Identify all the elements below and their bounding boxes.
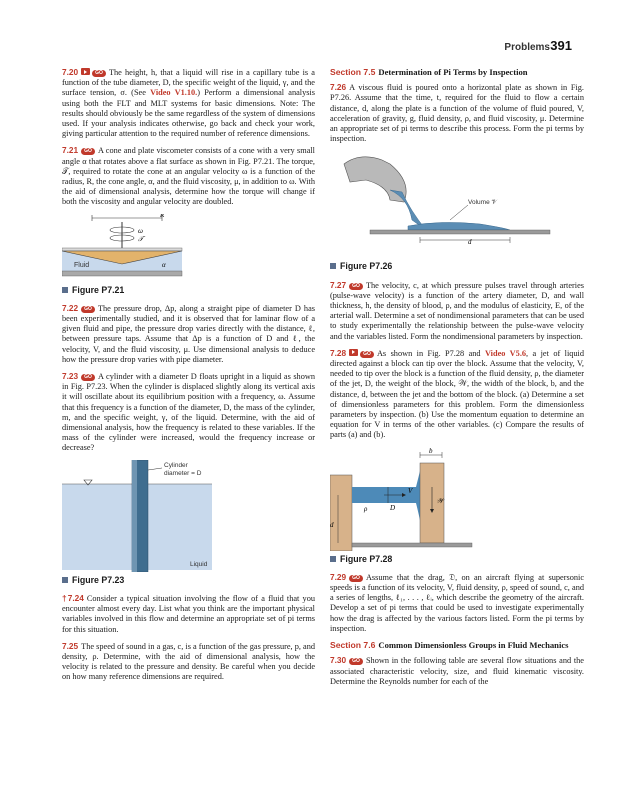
velocity-label: V (408, 486, 413, 495)
flat-plate (62, 271, 182, 276)
problem-7-24 (62, 593, 315, 635)
problem-text: As shown in Fig. P7.28 and (376, 348, 485, 358)
page-number: 391 (550, 38, 572, 53)
problem-text: The height, h, that a liquid will rise in a capillary tube is a function of the tube diameter, D, the specific weight of the liquid, γ, and the surface tension, σ. (See (62, 68, 315, 98)
problem-text-cont: , a jet of liquid directed against a block can tip over the block. Assume that the velocity, V, needed to tip over the block is a function of the fluid density, ρ, the diameter of the jet, D, the weight of the block, 𝒲, the width of the block, b, and the distance, d, between the jet and the bottom of the block. (a) Determine a set of dimensionless parameters for this problem. Form the dimensionless parameters by inspection. (b) Use the momentum equation to determine an equation for V in terms of the other variables. (c) Compare the results of parts (a) and (b). (330, 348, 584, 440)
distance-label: d (468, 238, 472, 247)
section-heading-7-5: Section 7.5 Determination of Pi Terms by Inspection (330, 67, 528, 77)
problem-number: 7.21 (62, 145, 79, 156)
problem-7-29 (330, 572, 584, 634)
cylinder-label: Cylinder (164, 461, 188, 469)
problem-number: 7.28 (330, 347, 347, 358)
problem-7-22 (62, 303, 315, 365)
figure-caption-p7-21: Figure P7.21 (62, 285, 315, 295)
go-badge-icon: GO (92, 70, 106, 77)
radius-label: R (160, 213, 165, 219)
problem-7-30 (330, 655, 584, 687)
fluid-spread (408, 223, 510, 231)
problem-7-23 (62, 371, 315, 454)
problem-7-25 (62, 641, 315, 683)
problem-text: A viscous fluid is poured onto a horizontal plate as shown in Fig. P7.26. Assume that the time, t, required for the fluid to flow a certain distance, d, along the plate is a function of the volume of fluid poured, V, acceleration of gravity, g, fluid density, ρ, and fluid viscosity, μ. Determine an appropriate set of pi terms to describe this process. Form the pi terms by inspection. (330, 83, 584, 144)
figure-p7-21 (62, 214, 315, 282)
weight-label: 𝒲 (436, 496, 444, 505)
problem-text: A cylinder with a diameter D floats upright in a liquid as shown in Fig. P7.23. When the cylinder is displaced slightly along its vertical axis it will oscillate about its equilibrium position with a frequency, ω. Assume that this frequency is a function of the diameter, D, the mass of the cylinder, m, and the specific weight, γ, of the liquid. Determine, with the aid of dimensional analysis, how the frequency is related to these variables. If the mass of the cylinder were increased, would the frequency increase or decrease? (62, 372, 315, 453)
go-badge-icon: GO (81, 374, 95, 381)
problem-text: The speed of sound in a gas, c, is a function of the gas pressure, p, and density, ρ. Determine, with the aid of dimensional analysis, how the velocity is related to the pressure and density. Be careful when you decide on how many reference dimensions are required. (62, 641, 315, 682)
video-link[interactable]: Video V5.6 (484, 348, 527, 358)
section-heading-7-6: Section 7.6 Common Dimensionless Groups in Fluid Mechanics (330, 640, 569, 651)
problem-7-27 (330, 280, 584, 342)
figure-caption-p7-28: Figure P7.28 (330, 554, 584, 564)
liquid-label: Liquid (190, 560, 208, 568)
alpha-label: α (162, 260, 166, 269)
go-badge-icon: GO (349, 658, 363, 665)
problem-number: 7.22 (62, 302, 79, 313)
density-label: ρ (364, 504, 368, 513)
problem-number: 7.27 (330, 279, 347, 290)
problem-text: Consider a typical situation involving the flow of a fluid that you encounter almost every day. List what you think are the important physical variables involved in this flow and determine an appropriate set of pi terms for this situation. (62, 593, 315, 634)
left-column (62, 67, 315, 689)
figure-caption-p7-23: Figure P7.23 (62, 575, 315, 585)
right-column (330, 67, 584, 693)
problem-text: The pressure drop, Δp, along a straight pipe of diameter D has been experimentally studied, and it is observed that for laminar flow of a given fluid and pipe, the pressure drop varies directly with the distance, ℓ, between pressure taps. Assume that Δp is a function of D and ℓ, the velocity, V, and the fluid viscosity, μ. Use dimensional analysis to deduce how the pressure drop varies with pipe diameter. (62, 303, 315, 364)
figure-p7-23 (62, 460, 315, 572)
running-head: Problems (504, 42, 550, 53)
jet-diameter-label: D (390, 503, 396, 512)
problem-number: 7.29 (330, 571, 347, 582)
go-badge-icon: GO (349, 283, 363, 290)
figure-p7-28 (330, 447, 584, 551)
floor (352, 543, 472, 547)
beaker (344, 157, 406, 202)
go-badge-icon: GO (360, 351, 374, 358)
video-icon[interactable] (349, 349, 358, 356)
nozzle-wall (330, 475, 352, 551)
problem-number: 7.20 (62, 67, 79, 77)
problem-7-28 (330, 348, 584, 441)
problem-number: †7.24 (62, 592, 84, 603)
fluid-label: Fluid (74, 261, 90, 269)
omega-label: ω (138, 226, 143, 235)
problem-text: Assume that the drag, 𝔇, on an aircraft flying at supersonic speeds is a function of its velocity, V, fluid density, ρ, speed of sound, c, and a series of lengths, ℓ₁, . . . , ℓᵢ, which describe the geometry of the aircraft. Develop a set of pi terms that could be used to investigate experimentally how the drag is affected by the various factors listed. Form the pi terms by inspection. (330, 572, 584, 633)
problem-text: A cone and plate viscometer consists of a cone with a very small angle α that rotates above a flat surface as shown in Fig. P7.21. The torque, 𝒯, required to rotate the cone at an angular velocity ω is a function of the radius, R, the cone angle, α, and the fluid viscosity, μ, in addition to ω. With the aid of dimensional analysis, determine how the torque will change if both the viscosity and angular velocity are doubled. (62, 146, 315, 207)
figure-p7-26 (330, 150, 584, 258)
go-badge-icon: GO (81, 306, 95, 313)
problem-7-20 (62, 67, 315, 139)
page-header (0, 38, 624, 58)
problem-text-cont: ) Perform a dimensional analysis using both the FLT and MLT systems for basic dimensions. Note: The results should obviously be the same regardless of the system of dimensions used. If your analysis indicates otherwise, go back and check your work, giving particular attention to the required number of reference dimensions. (62, 88, 316, 139)
problem-number: 7.26 (330, 82, 347, 93)
height-label: d (330, 520, 334, 529)
torque-label: 𝒯 (138, 234, 144, 243)
go-badge-icon: GO (81, 148, 95, 155)
problem-number: 7.23 (62, 371, 79, 382)
video-icon[interactable] (81, 68, 90, 75)
problem-7-26 (330, 82, 584, 144)
problem-text: The velocity, c, at which pressure pulses travel through arteries (pulse-wave velocity) is a function of the artery diameter, D, and wall thickness, h, the density of blood, ρ, and the modulus of elasticity, E, of the arterial wall. Determine a set of nondimensional parameters that can be used to study experimentally the relationship between the pulse-wave velocity and the variables listed. Form the nondimensional parameters by inspection. (330, 280, 584, 341)
problem-7-21 (62, 145, 315, 207)
diameter-label: diameter = D (164, 469, 202, 477)
video-link[interactable]: Video V1.10. (150, 88, 198, 98)
problem-text: Shown in the following table are several flow situations and the associated characteristic velocity, size, and fluid kinematic viscosity. Determine the Reynolds number for each of the (330, 656, 584, 686)
problem-number: 7.25 (62, 640, 79, 651)
problem-number: 7.30 (330, 655, 347, 666)
horizontal-plate (370, 230, 550, 234)
volume-label: Volume 𝒱 (468, 199, 497, 207)
width-label: b (429, 446, 433, 455)
figure-caption-p7-26: Figure P7.26 (330, 261, 584, 271)
go-badge-icon: GO (349, 575, 363, 582)
